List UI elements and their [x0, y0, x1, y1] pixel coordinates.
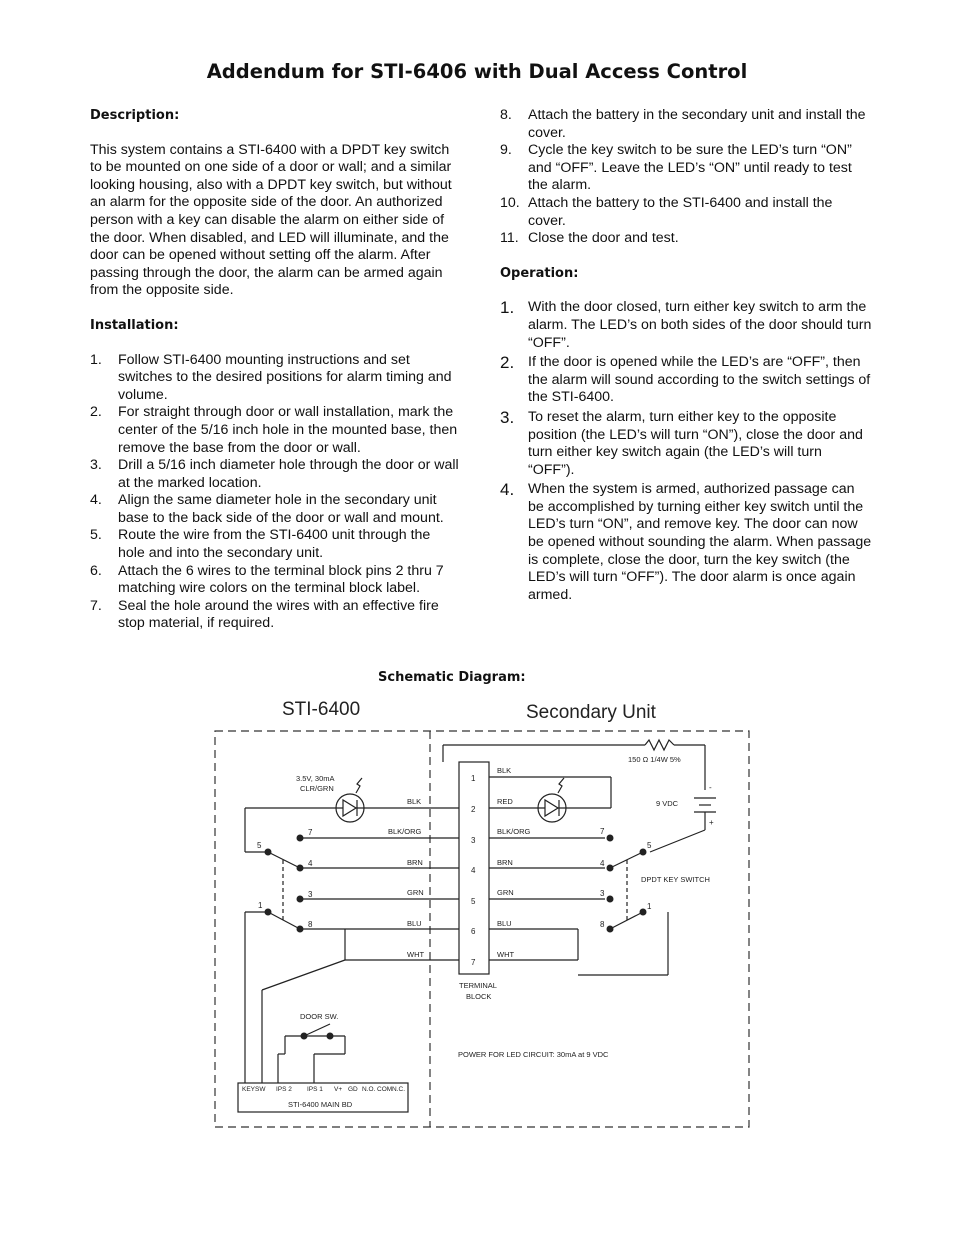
right-unit-title: Secondary Unit — [526, 702, 656, 723]
power-note: POWER FOR LED CIRCUIT: 30mA at 9 VDC — [458, 1050, 609, 1059]
terminal-pin-label: 6 — [471, 927, 476, 936]
schematic-diagram — [0, 690, 954, 1150]
board-pin-label: KEYSW — [242, 1086, 266, 1093]
list-item: 9. Cycle the key switch to be sure the LED’s turn “ON” and “OFF”. Leave the LED’s “ON” until ready to test the alarm. — [500, 142, 852, 194]
wire-label: GRN — [407, 888, 424, 897]
wire-label: BRN — [407, 858, 423, 867]
terminal-pin-label: 3 — [471, 836, 476, 845]
wire-label: GRN — [497, 888, 514, 897]
led-spec-line2: CLR/GRN — [300, 784, 334, 793]
terminal-pin-label: 1 — [471, 774, 476, 783]
board-pin-label: IPS 1 — [307, 1086, 323, 1093]
wire-label: BLU — [497, 919, 512, 928]
list-item: 5. Route the wire from the STI-6400 unit through the hole and into the secondary unit. — [90, 527, 431, 562]
contact-label: 4 — [308, 859, 313, 868]
wire-label: WHT — [497, 950, 515, 959]
list-item: 4. Align the same diameter hole in the secondary unit base to the back side of the door or wall and mount. — [90, 492, 444, 526]
list-item: 4. When the system is armed, authorized passage can be accomplished by turning either key switch until the LED’s turn “ON”, and remove key. The door can now be opened without sounding the alarm. When passage is complete, close the door, turn the key switch (the LED’s will turn “OFF”). The door alarm is once again armed. — [500, 480, 872, 603]
board-pin-label: V+ — [334, 1086, 343, 1093]
wire-label: BLK — [497, 766, 512, 775]
terminal-pin-label: 5 — [471, 897, 476, 906]
description-heading: Description: — [90, 108, 180, 123]
wire-label: BLK — [407, 797, 422, 806]
list-item: 8. Attach the battery in the secondary unit and install the cover. — [500, 107, 866, 141]
contact-label: 7 — [308, 828, 313, 837]
battery-label: 9 VDC — [656, 799, 679, 808]
terminal-pin-label: 7 — [471, 958, 476, 967]
battery-minus: - — [709, 783, 712, 792]
list-item: 3. To reset the alarm, turn either key to the opposite position (the LED’s will turn “ON”), close the door and turn either key switch again (the LED’s will turn “OFF”). — [500, 407, 863, 478]
contact-label: 8 — [308, 920, 313, 929]
wire-label: BLU — [407, 919, 422, 928]
installation-heading: Installation: — [90, 317, 179, 333]
dpdt-label: DPDT KEY SWITCH — [641, 875, 710, 884]
right-column — [500, 107, 872, 606]
wire-label: BRN — [497, 858, 513, 867]
list-item: 6. Attach the 6 wires to the terminal block pins 2 thru 7 matching wire colors on the terminal block label. — [90, 562, 444, 597]
operation-heading: Operation: — [500, 265, 579, 281]
schematic-heading: Schematic Diagram: — [378, 670, 526, 685]
list-item: 11. Close the door and test. — [500, 230, 679, 247]
list-item: 1. Follow STI-6400 mounting instructions and set switches to the desired positions for alarm timing and volume. — [90, 351, 452, 403]
terminal-label-2: BLOCK — [466, 992, 492, 1001]
left-column — [90, 107, 460, 633]
board-pin-label: N.O. — [362, 1086, 376, 1093]
list-item: 3. Drill a 5/16 inch diameter hole through the door or wall at the marked location. — [90, 457, 459, 491]
board-pin-label: N.C. — [392, 1086, 405, 1093]
list-item: 7. Seal the hole around the wires with an effective fire stop material, if required. — [90, 597, 439, 632]
wire-label: RED — [497, 797, 513, 806]
contact-label: 1 — [647, 902, 652, 911]
resistor-label: 150 Ω 1/4W 5% — [628, 755, 681, 764]
board-label: STI-6400 MAIN BD — [288, 1100, 353, 1109]
page-title: Addendum for STI-6406 with Dual Access Control — [206, 60, 748, 83]
contact-label: 3 — [308, 890, 313, 899]
list-item: 2. For straight through door or wall installation, mark the center of the 5/16 inch hole in the mounted base, then remove the base from the door or wall. — [90, 404, 458, 456]
operation-list — [500, 299, 872, 604]
board-pin-label: IPS 2 — [276, 1086, 292, 1093]
terminal-pin-label: 4 — [471, 866, 476, 875]
terminal-label-1: TERMINAL — [459, 981, 497, 990]
wire-label: WHT — [407, 950, 425, 959]
board-pin-label: COM — [377, 1086, 393, 1093]
installation-list-part2 — [500, 107, 872, 248]
contact-label: 7 — [600, 827, 605, 836]
contact-label: 3 — [600, 889, 605, 898]
battery-plus: + — [709, 818, 714, 827]
board-pin-label: GD — [348, 1086, 358, 1093]
contact-label: 4 — [600, 859, 605, 868]
list-item: 1. With the door closed, turn either key switch to arm the alarm. The LED’s on both sides of the door should turn “OFF”. — [500, 298, 872, 351]
contact-label: 5 — [647, 841, 652, 850]
wire-label: BLK/ORG — [497, 827, 531, 836]
list-item: 2. If the door is opened while the LED’s are “OFF”, then the alarm will sound according to the switch settings of the STI-6400. — [500, 353, 871, 406]
contact-label: 8 — [600, 920, 605, 929]
description-text: This system contains a STI-6400 with a DPDT key switch to be mounted on one side of a door or wall; and a similar looking housing, also with a DPDT key switch, but without an alarm for the opposite side of the door. An authorized person with a key can disable the alarm on either side of the door. When disabled, and LED will illuminate, and the door can be opened without setting off the alarm. After passing through the door, the alarm can be armed again from the opposite side. — [90, 141, 452, 299]
wire-label: BLK/ORG — [388, 827, 422, 836]
installation-list-part1 — [90, 352, 460, 634]
door-switch-label: DOOR SW. — [300, 1012, 339, 1021]
led-spec-line1: 3.5V, 30mA — [296, 774, 335, 783]
left-unit-title: STI-6400 — [282, 699, 361, 720]
contact-label: 5 — [257, 841, 262, 850]
contact-label: 1 — [258, 901, 263, 910]
list-item: 10. Attach the battery to the STI-6400 and install the cover. — [500, 194, 833, 229]
terminal-pin-label: 2 — [471, 805, 476, 814]
